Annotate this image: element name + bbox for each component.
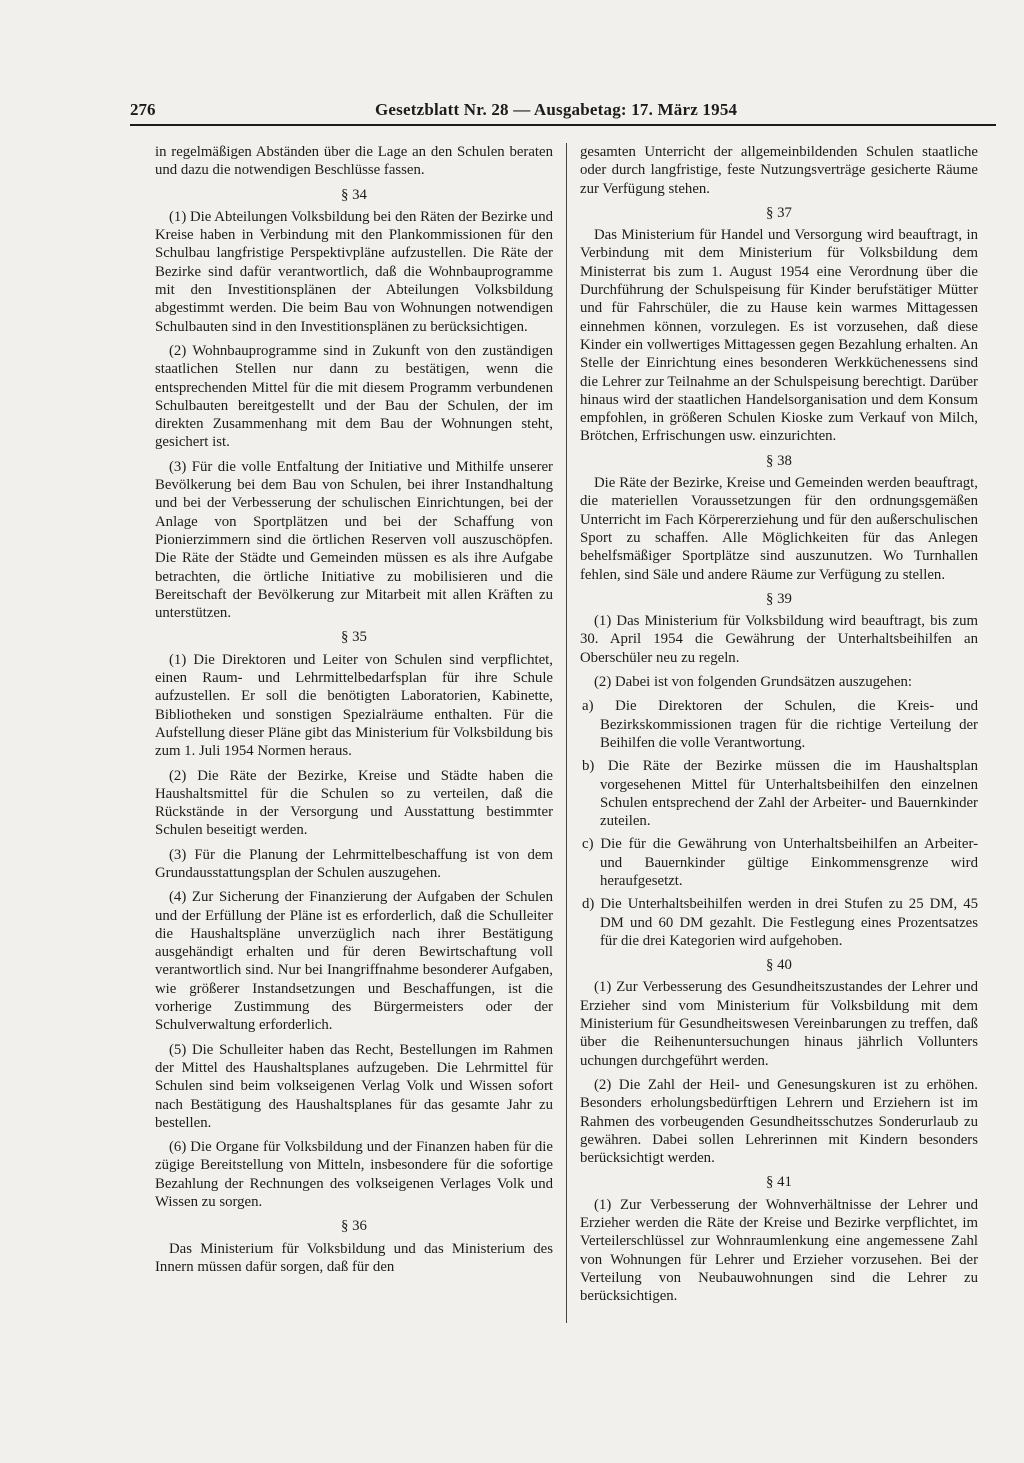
page-header [130,100,780,126]
list-item: a) Die Direktoren der Schulen, die Kreis- und Bezirkskommissionen tragen für die richtige Verteilung der Beihilfen die volle Verantwortung. [582,698,978,751]
paragraph: (4) Zur Sicherung der Finanzierung der Aufgaben der Schulen und der Erfüllung der Pläne ist es erforderlich, daß die Schulleiter die Haushaltspläne unverzüglich nach ihrer Bestätigung ausgehändigt erhalten und für deren Bewirtschaftung voll verantwortlich sind. Nur bei Inangriffnahme besonderer Aufgaben, wie größerer Instandsetzungen und Beschaffungen, ist die vorherige Zustimmung des Bürgermeisters oder der Schulverwaltung erforderlich. [155,889,553,1034]
right-column [580,143,978,1312]
paragraph: (5) Die Schulleiter haben das Recht, Bestellungen im Rahmen der Mittel des Haushaltsplanes aufzugeben. Die Lehrmittel für Schulen sind beim volkseigenen Verlag Volk und Wissen sofort nach Bestätigung des Haushaltsplanes für das gesamte Jahr zu bestellen. [155,1041,553,1131]
page-number: 276 [130,100,156,119]
section-heading-36: § 36 [341,1218,367,1235]
paragraph: Das Ministerium für Volksbildung und das Ministerium des Innern müssen dafür sorgen, daß für den [155,1240,553,1275]
list-item: b) Die Räte der Bezirke müssen die im Haushaltsplan vorgesehenen Mittel für Unterhaltsbeihilfen den einzelnen Schulen entsprechend der Zahl der Arbeiter- und Bauernkinder zuteilen. [582,758,978,830]
paragraph: (1) Die Direktoren und Leiter von Schulen sind verpflichtet, einen Raum- und Lehrmittelbedarfsplan für ihre Schule aufzustellen. Er soll die benötigten Laboratorien, Kabinette, Bibliotheken und sonstigen Spezialräume enthalten. Für die Aufstellung dieser Pläne gibt das Ministerium für Volksbildung bis zum 1. Juli 1954 Normen heraus. [155,651,553,760]
section-heading-37: § 37 [766,204,792,221]
section-heading-38: § 38 [766,452,792,469]
paragraph: (1) Die Abteilungen Volksbildung bei den Räten der Bezirke und Kreise haben in Verbindung mit den Plankommissionen für den Schulbau langfristige Perspektivpläne aufzustellen. Die Räte der Bezirke sind dafür verantwortlich, daß die Wohnbauprogramme mit den Investitionsplänen der Abteilungen Volksbildung abgestimmt werden. Die beim Bau von Wohnungen notwendigen Schulbauten sind in den Investitionsplänen zu berücksichtigen. [155,208,553,335]
paragraph: (1) Zur Verbesserung der Wohnverhältnisse der Lehrer und Erzieher werden die Räte der Kreise und Bezirke verpflichtet, im Verteilerschlüssel zur Wohnraumlenkung eine angemessene Zahl von Wohnungen für Lehrer und Erzieher vorzusehen. Bei der Verteilung von Neubauwohnungen sind die Lehrer zu berücksichtigen. [580,1196,978,1305]
section-heading-41: § 41 [766,1174,792,1191]
list-item: c) Die für die Gewährung von Unterhaltsbeihilfen an Arbeiter- und Bauernkinder gültige Einkommensgrenze wird heraufgesetzt. [582,836,978,889]
list-item: d) Die Unterhaltsbeihilfen werden in drei Stufen zu 25 DM, 45 DM und 60 DM gezahlt. Die Festlegung eines Prozentsatzes für die drei Kategorien wird aufgehoben. [582,896,978,949]
paragraph: (3) Für die volle Entfaltung der Initiative und Mithilfe unserer Bevölkerung bei dem Bau von Schulen, bei ihrer Instandhaltung und bei der Verbesserung der schulischen Einrichtungen, bei der Anlage von Sportplätzen und bei der Schaffung von Pionierzimmern sind die örtlichen Reserven voll auszuschöpfen. Die Räte der Städte und Gemeinden müssen es als ihre Aufgabe betrachten, die örtliche Initiative zu mobilisieren und die Bereitschaft der Bevölkerung zur Mitarbeit mit allen Kräften zu unterstützen. [155,458,553,622]
section-heading-35: § 35 [341,629,367,646]
column-divider [566,143,567,1323]
paragraph: (3) Für die Planung der Lehrmittelbeschaffung ist von dem Grundausstattungsplan der Schulen auszugehen. [155,846,553,881]
section-heading-39: § 39 [766,590,792,607]
section-heading-34: § 34 [341,186,367,203]
paragraph: gesamten Unterricht der allgemeinbildenden Schulen staatliche oder durch langfristige, feste Nutzungsverträge gesicherte Räume zur Verfügung stehen. [580,144,978,197]
header-rule [130,124,996,126]
paragraph: in regelmäßigen Abständen über die Lage an den Schulen beraten und dazu die notwendigen Beschlüsse fassen. [155,144,553,179]
section-heading-40: § 40 [766,957,792,974]
paragraph: (1) Das Ministerium für Volksbildung wird beauftragt, bis zum 30. April 1954 die Gewährung der Unterhaltsbeihilfen an Oberschüler neu zu regeln. [580,613,978,666]
paragraph: (2) Dabei ist von folgenden Grundsätzen auszugehen: [594,674,913,691]
paragraph: Das Ministerium für Handel und Versorgung wird beauftragt, in Verbindung mit dem Ministerium für Volksbildung dem Ministerrat bis zum 1. August 1954 eine Verordnung über die Durchführung der Schulspeisung für Kinder berufstätiger Mütter und für Fahrschüler, die zu Hause kein warmes Mittagessen einnehmen können, vorzulegen. Es ist vorzusehen, daß diese Kinder ein vollwertiges Mittagessen gegen Bezahlung erhalten. An Stelle der Einrichtung eines besonderen Werkküchenessens sind die Lehrer zur Teilnahme an der Schulspeisung berechtigt. Darüber hinaus wird der staatlichen Handelsorganisation und dem Konsum empfohlen, in größeren Schulen Kioske zum Verkauf von Milch, Brötchen, Erfrischungen usw. einzurichten. [580,227,978,445]
left-column [155,143,553,1282]
paragraph: Die Räte der Bezirke, Kreise und Gemeinden werden beauftragt, die materiellen Voraussetzungen für den ordnungsgemäßen Unterricht im Fach Körpererziehung und für den außerschulischen Sport zu schaffen. Alle Möglichkeiten für das Anlegen behelfsmäßiger Sportplätze sind auszunutzen. Wo Turnhallen fehlen, sind Säle und andere Räume zur Verfügung zu stellen. [580,475,978,583]
paragraph: (1) Zur Verbesserung des Gesundheitszustandes der Lehrer und Erzieher sind vom Ministerium für Volksbildung mit dem Ministerium für Gesundheitswesen Vereinbarungen zu treffen, daß über die Reihenuntersuchungen hinaus jährlich Vollunters uchungen durchgeführt werden. [580,979,978,1069]
paragraph: (2) Wohnbauprogramme sind in Zukunft von den zuständigen staatlichen Stellen nur dann zu bestätigen, wenn die entsprechenden Mittel für die mit diesem Programm verbundenen Schulbauten bereitgestellt und der Bau der Schulen, der im direkten Zusammenhang mit dem Bau der Wohnungen steht, gesichert ist. [155,342,553,451]
paragraph: (6) Die Organe für Volksbildung und der Finanzen haben für die zügige Bereitstellung von Mitteln, insbesondere für die sofortige Bezahlung der Rechnungen des volkseigenen Verlages Volk und Wissen zu sorgen. [155,1139,553,1211]
paragraph: (2) Die Zahl der Heil- und Genesungskuren ist zu erhöhen. Besonders erholungsbedürftigen Lehrern und Erziehern ist im Rahmen des vorbeugenden Gesundheitsschutzes Sonderurlaub zu gewähren. Dabei sollen Lehrerinnen mit Kindern besonders berücksichtigt werden. [580,1076,978,1167]
header-title: Gesetzblatt Nr. 28 — Ausgabetag: 17. März 1954 [375,100,738,119]
paragraph: (2) Die Räte der Bezirke, Kreise und Städte haben die Haushaltsmittel für die Schulen so zu verteilen, daß die Rückstände in der Versorgung und Ausstattung bestimmter Schulen beseitigt werden. [155,767,553,839]
